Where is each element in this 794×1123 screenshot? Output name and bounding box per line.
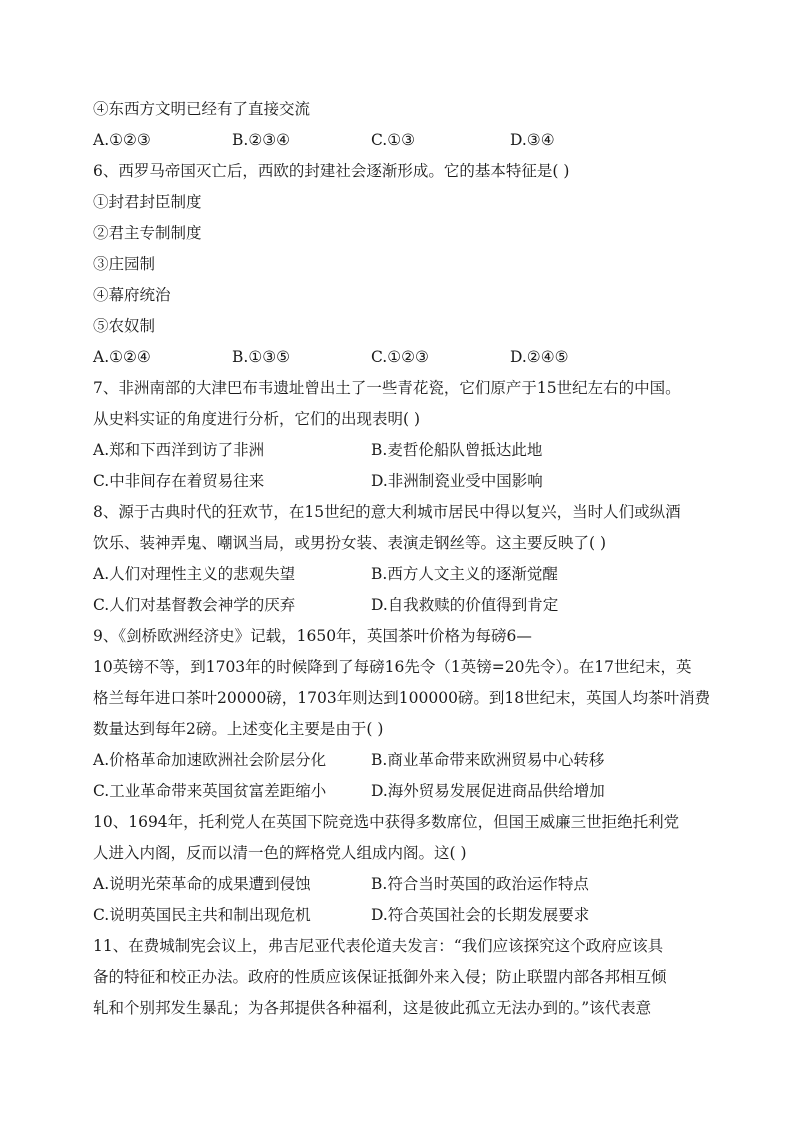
q10-options-row-1 [93, 869, 703, 900]
q8-options-row-2 [93, 590, 703, 621]
q8-stem-line-1: 8、源于古典时代的狂欢节，在15世纪的意大利城市居民中得以复兴，当时人们或纵酒 [93, 503, 681, 521]
q11-stem-line-1: 11、在费城制宪会议上，弗吉尼亚代表伦道夫发言：“我们应该探究这个政府应该具 [93, 937, 664, 955]
q10-option-d[interactable]: D.符合英国社会的长期发展要求 [371, 906, 590, 924]
q5-options [93, 125, 703, 156]
q5-option-c[interactable]: C.①③ [371, 131, 416, 149]
q9-stem-line-1: 9、《剑桥欧洲经济史》记载，1650年，英国茶叶价格为每磅6— [93, 627, 532, 645]
q9-option-c[interactable]: C.工业革命带来英国贫富差距缩小 [93, 782, 327, 800]
q9-stem-line-4: 数量达到每年2磅。上述变化主要是由于( ) [93, 720, 384, 738]
q7-option-c[interactable]: C.中非间存在着贸易往来 [93, 472, 265, 490]
q7-options-row-1 [93, 435, 703, 466]
q7-option-b[interactable]: B.麦哲伦船队曾抵达此地 [371, 441, 543, 459]
q8-option-c[interactable]: C.人们对基督教会神学的厌弃 [93, 596, 296, 614]
q11-stem-line-2: 备的特征和校正办法。政府的性质应该保证抵御外来入侵；防止联盟内部各邦相互倾 [93, 968, 667, 986]
q6-option-b[interactable]: B.①③⑤ [232, 348, 291, 366]
q9-options-row-2 [93, 776, 703, 807]
q5-option-a[interactable]: A.①②③ [93, 131, 151, 149]
q7-option-d[interactable]: D.非洲制瓷业受中国影响 [371, 472, 543, 490]
q9-option-d[interactable]: D.海外贸易发展促进商品供给增加 [371, 782, 605, 800]
q5-option-b[interactable]: B.②③④ [232, 131, 291, 149]
q9-options-row-1 [93, 745, 703, 776]
q10-option-c[interactable]: C.说明英国民主共和制出现危机 [93, 906, 311, 924]
q6-option-d[interactable]: D.②④⑤ [510, 348, 569, 366]
q5-option-d[interactable]: D.③④ [510, 131, 555, 149]
q6-item-5: ⑤农奴制 [93, 317, 156, 335]
q9-option-b[interactable]: B.商业革命带来欧洲贸易中心转移 [371, 751, 605, 769]
q8-option-d[interactable]: D.自我救赎的价值得到肯定 [371, 596, 559, 614]
q10-options-row-2 [93, 900, 703, 931]
q6-stem: 6、西罗马帝国灭亡后，西欧的封建社会逐渐形成。它的基本特征是( ) [93, 162, 570, 180]
q6-item-1: ①封君封臣制度 [93, 193, 202, 211]
q10-stem-line-1: 10、1694年，托利党人在英国下院竞选中获得多数席位，但国王威廉三世拒绝托利党 [93, 813, 680, 831]
q9-option-a[interactable]: A.价格革命加速欧洲社会阶层分化 [93, 751, 327, 769]
q7-stem-line-2: 从史料实证的角度进行分析，它们的出现表明( ) [93, 410, 421, 428]
q11-stem-line-3: 轧和个别邦发生暴乱；为各邦提供各种福利，这是彼此孤立无法办到的。”该代表意 [93, 999, 652, 1017]
q9-stem-line-3: 格兰每年进口茶叶20000磅，1703年则达到100000磅。到18世纪末，英国人均茶叶消费 [93, 689, 711, 707]
q5-item-4: ④东西方文明已经有了直接交流 [93, 100, 311, 118]
q6-options [93, 342, 703, 373]
q6-option-a[interactable]: A.①②④ [93, 348, 151, 366]
q6-item-2: ②君主专制制度 [93, 224, 202, 242]
q7-option-a[interactable]: A.郑和下西洋到访了非洲 [93, 441, 265, 459]
exam-page [93, 94, 711, 1024]
q8-option-b[interactable]: B.西方人文主义的逐渐觉醒 [371, 565, 558, 583]
q7-options-row-2 [93, 466, 703, 497]
q6-item-3: ③庄园制 [93, 255, 156, 273]
q6-item-4: ④幕府统治 [93, 286, 171, 304]
q7-stem-line-1: 7、非洲南部的大津巴布韦遗址曾出土了一些青花瓷，它们原产于15世纪左右的中国。 [93, 379, 681, 397]
q8-option-a[interactable]: A.人们对理性主义的悲观失望 [93, 565, 296, 583]
q10-option-b[interactable]: B.符合当时英国的政治运作特点 [371, 875, 589, 893]
q6-option-c[interactable]: C.①②③ [371, 348, 429, 366]
q9-stem-line-2: 10英镑不等，到1703年的时候降到了每磅16先令（1英镑=20先令）。在17世纪末，英 [93, 658, 692, 676]
q8-options-row-1 [93, 559, 703, 590]
q10-stem-line-2: 人进入内阁，反而以清一色的辉格党人组成内阁。这( ) [93, 844, 467, 862]
q10-option-a[interactable]: A.说明光荣革命的成果遭到侵蚀 [93, 875, 311, 893]
q8-stem-line-2: 饮乐、装神弄鬼、嘲讽当局，或男扮女装、表演走钢丝等。这主要反映了( ) [93, 534, 607, 552]
